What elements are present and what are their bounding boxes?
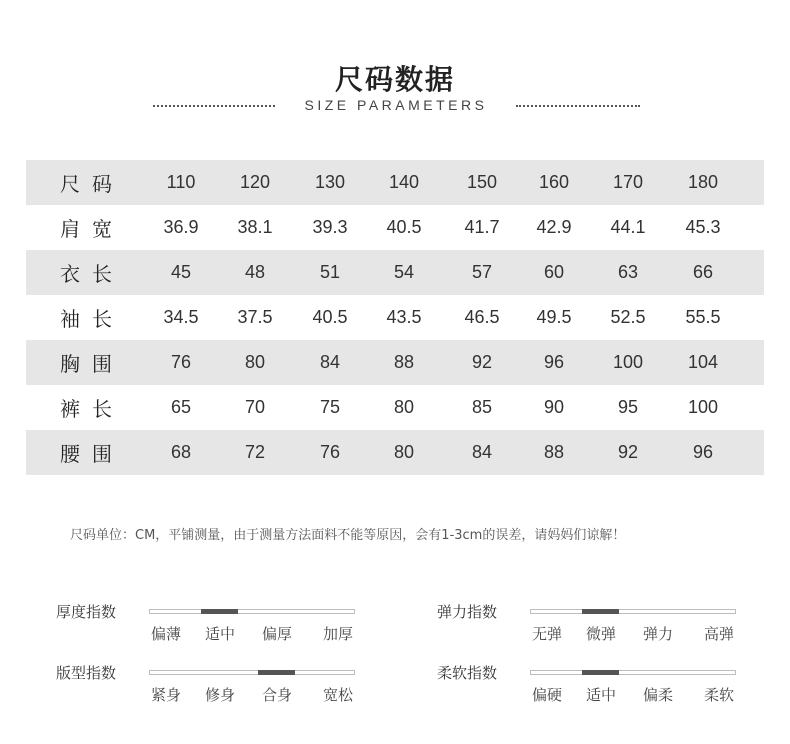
table-cell: 57 [471, 262, 493, 282]
index-option: 弹力 [642, 625, 673, 643]
table-row [26, 430, 764, 475]
index-label: 厚度指数 [56, 603, 117, 621]
index-label: 柔软指数 [437, 664, 498, 682]
table-cell: 44.1 [610, 217, 646, 237]
index-indicator [258, 670, 295, 675]
page-subtitle: SIZE PARAMETERS [304, 97, 488, 113]
table-cell: 55.5 [685, 307, 721, 327]
table-cell: 49.5 [536, 307, 572, 327]
table-row [26, 340, 764, 385]
index-4 [437, 662, 747, 712]
table-cell: 160 [538, 172, 570, 192]
index-option: 适中 [585, 686, 616, 704]
table-cell: 72 [244, 442, 266, 462]
table-cell: 51 [319, 262, 341, 282]
index-option: 偏薄 [150, 625, 181, 643]
index-indicator [201, 609, 238, 614]
table-cell: 45 [170, 262, 192, 282]
index-option: 无弹 [531, 625, 562, 643]
table-cell: 88 [393, 352, 415, 372]
table-cell: 41.7 [464, 217, 500, 237]
table-cell: 76 [170, 352, 192, 372]
index-option: 柔软 [703, 686, 734, 704]
table-row [26, 385, 764, 430]
table-cell: 88 [543, 442, 565, 462]
table-cell: 120 [239, 172, 271, 192]
table-cell: 43.5 [386, 307, 422, 327]
measurement-note: 尺码单位：CM，平铺测量，由于测量方法面料不能等原因，会有1-3cm的误差，请妈妈们谅解！ [70, 528, 626, 543]
table-cell: 100 [612, 352, 644, 372]
table-cell: 42.9 [536, 217, 572, 237]
index-option: 紧身 [150, 686, 181, 704]
row-label: 裤长 [60, 397, 124, 421]
table-cell: 54 [393, 262, 415, 282]
table-cell: 68 [170, 442, 192, 462]
table-cell: 39.3 [312, 217, 348, 237]
table-cell: 84 [319, 352, 341, 372]
table-cell: 36.9 [163, 217, 199, 237]
table-cell: 180 [687, 172, 719, 192]
table-cell: 48 [244, 262, 266, 282]
table-cell: 76 [319, 442, 341, 462]
index-option: 适中 [204, 625, 235, 643]
index-label: 版型指数 [56, 664, 117, 682]
table-cell: 95 [617, 397, 639, 417]
table-cell: 104 [687, 352, 719, 372]
index-option: 偏柔 [642, 686, 673, 704]
row-label: 腰围 [60, 442, 124, 466]
index-label: 弹力指数 [437, 603, 498, 621]
table-cell: 34.5 [163, 307, 199, 327]
table-cell: 70 [244, 397, 266, 417]
row-label: 尺码 [60, 172, 124, 196]
table-row [26, 295, 764, 340]
table-cell: 90 [543, 397, 565, 417]
dotted-divider-left [153, 105, 275, 107]
table-cell: 84 [471, 442, 493, 462]
table-cell: 80 [393, 442, 415, 462]
index-indicator [582, 670, 619, 675]
table-cell: 92 [617, 442, 639, 462]
table-cell: 80 [393, 397, 415, 417]
index-option: 加厚 [322, 625, 353, 643]
index-option: 合身 [261, 686, 292, 704]
subtitle-row [0, 96, 790, 116]
index-option: 微弹 [585, 625, 616, 643]
index-track [149, 670, 355, 675]
index-option: 偏厚 [261, 625, 292, 643]
table-cell: 65 [170, 397, 192, 417]
index-track [149, 609, 355, 614]
index-option: 宽松 [322, 686, 353, 704]
table-cell: 92 [471, 352, 493, 372]
index-option: 高弹 [703, 625, 734, 643]
table-cell: 66 [692, 262, 714, 282]
table-row [26, 250, 764, 295]
page-title: 尺码数据 [334, 63, 455, 96]
table-row [26, 160, 764, 205]
index-option: 偏硬 [531, 686, 562, 704]
table-cell: 45.3 [685, 217, 721, 237]
index-option: 修身 [204, 686, 235, 704]
row-label: 衣长 [60, 262, 124, 286]
row-label: 胸围 [60, 352, 124, 376]
table-cell: 100 [687, 397, 719, 417]
index-2 [437, 601, 747, 651]
table-cell: 110 [166, 172, 196, 192]
table-cell: 80 [244, 352, 266, 372]
table-cell: 37.5 [237, 307, 273, 327]
index-indicator [582, 609, 619, 614]
index-3 [56, 662, 366, 712]
size-table [26, 160, 764, 475]
table-cell: 63 [617, 262, 639, 282]
table-row [26, 205, 764, 250]
index-1 [56, 601, 366, 651]
table-cell: 96 [543, 352, 565, 372]
table-cell: 46.5 [464, 307, 500, 327]
row-label: 肩宽 [60, 217, 124, 241]
index-track [530, 609, 736, 614]
table-cell: 38.1 [237, 217, 273, 237]
table-cell: 40.5 [386, 217, 422, 237]
table-cell: 130 [314, 172, 346, 192]
table-cell: 140 [388, 172, 420, 192]
table-cell: 150 [466, 172, 498, 192]
row-label: 袖长 [60, 307, 124, 331]
table-cell: 52.5 [610, 307, 646, 327]
dotted-divider-right [516, 105, 640, 107]
table-cell: 96 [692, 442, 714, 462]
table-cell: 60 [543, 262, 565, 282]
table-cell: 75 [319, 397, 341, 417]
table-cell: 170 [612, 172, 644, 192]
table-cell: 40.5 [312, 307, 348, 327]
table-cell: 85 [471, 397, 493, 417]
index-track [530, 670, 736, 675]
